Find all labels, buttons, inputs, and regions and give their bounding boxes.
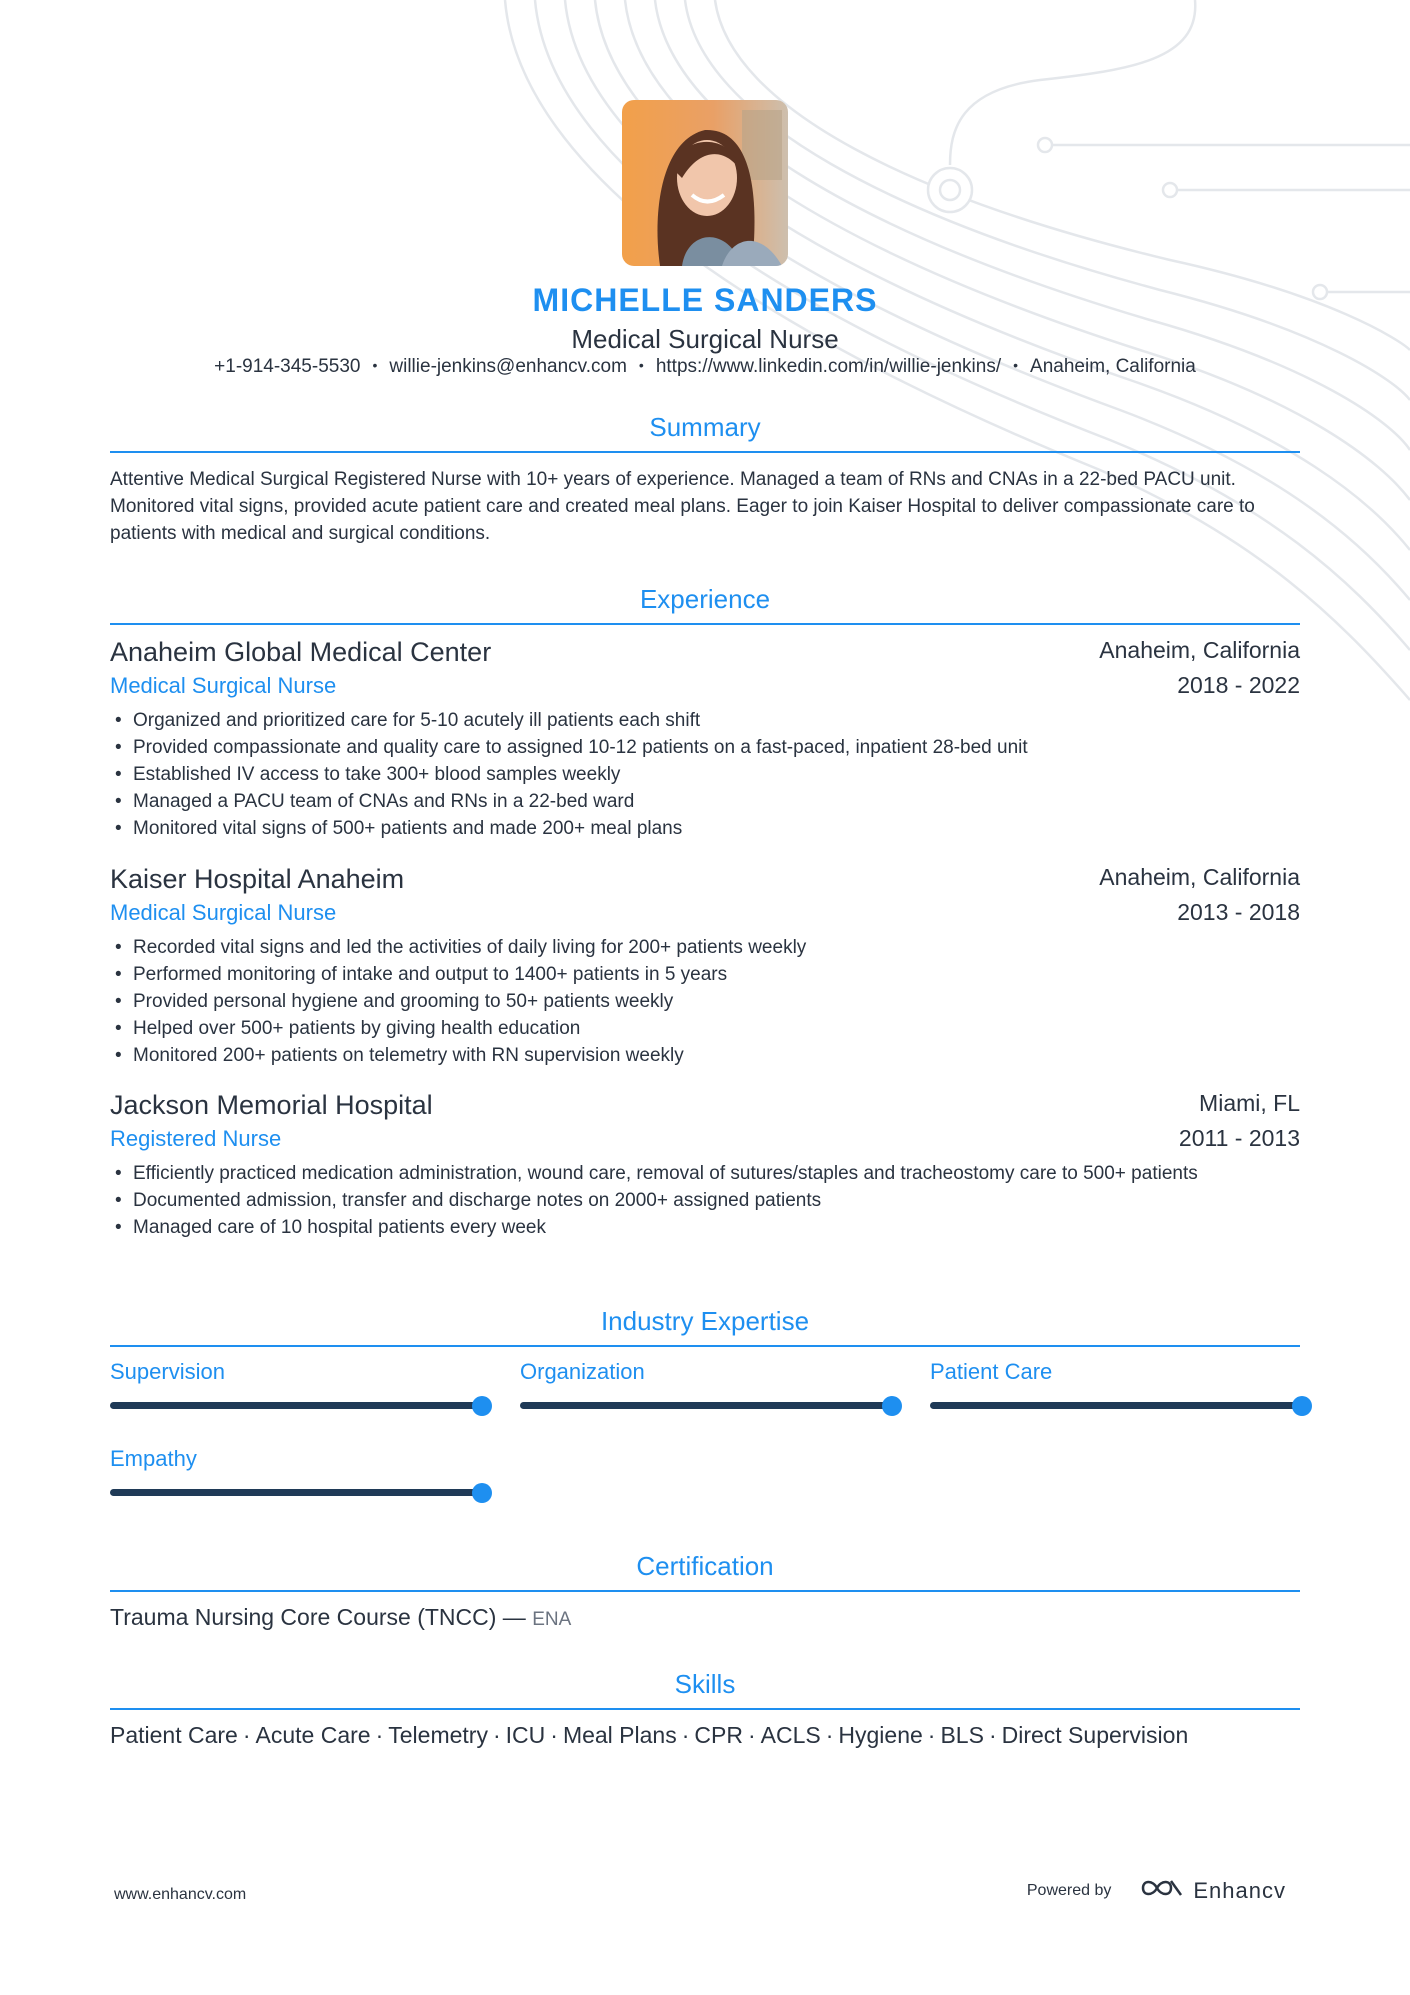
expertise-label: Organization xyxy=(520,1359,645,1384)
job-title: Medical Surgical Nurse xyxy=(110,900,337,925)
separator: • xyxy=(1013,357,1019,373)
expertise-bar-handle xyxy=(472,1396,492,1416)
skill-item: BLS xyxy=(940,1722,984,1748)
skill-separator: · xyxy=(681,1722,690,1748)
skill-separator: · xyxy=(825,1722,834,1748)
bullet-item: • Organized and prioritized care for 5-10 acutely ill patients each shift xyxy=(110,707,1300,734)
job-location: Miami, FL xyxy=(1199,1090,1300,1116)
bullet-item: • Documented admission, transfer and discharge notes on 2000+ assigned patients xyxy=(110,1187,1300,1214)
bullet-item: • Managed a PACU team of CNAs and RNs in a 22-bed ward xyxy=(110,788,1300,815)
candidate-name: MICHELLE SANDERS xyxy=(532,282,878,318)
certification-dash: — xyxy=(502,1604,526,1630)
section-title-expertise: Industry Expertise xyxy=(600,1306,810,1336)
job-bullets xyxy=(110,934,1300,1069)
job-title: Medical Surgical Nurse xyxy=(110,673,337,698)
skill-item: Hygiene xyxy=(838,1722,923,1748)
expertise-bar xyxy=(520,1402,892,1409)
skill-separator: · xyxy=(988,1722,997,1748)
bullet-item: • Monitored 200+ patients on telemetry with RN supervision weekly xyxy=(110,1042,1300,1069)
skill-item: Patient Care xyxy=(110,1722,238,1748)
expertise-bar-handle xyxy=(1292,1396,1312,1416)
bullet-item: • Managed care of 10 hospital patients every week xyxy=(110,1214,1300,1241)
expertise-bar xyxy=(110,1402,482,1409)
section-title-experience: Experience xyxy=(639,584,771,614)
company-name: Jackson Memorial Hospital xyxy=(110,1090,433,1120)
bullet-item: • Recorded vital signs and led the activities of daily living for 200+ patients weekly xyxy=(110,934,1300,961)
expertise-label: Empathy xyxy=(110,1446,197,1471)
certification-name: Trauma Nursing Core Course (TNCC) xyxy=(110,1604,497,1630)
skill-item: Direct Supervision xyxy=(1001,1722,1189,1748)
section-divider xyxy=(110,451,1300,453)
skill-separator: · xyxy=(550,1722,558,1748)
candidate-role: Medical Surgical Nurse xyxy=(571,324,839,354)
job-dates: 2018 - 2022 xyxy=(1177,672,1300,698)
separator: • xyxy=(638,357,644,373)
bullet-item: • Established IV access to take 300+ blood samples weekly xyxy=(110,761,1300,788)
summary-text: Attentive Medical Surgical Registered Nurse with 10+ years of experience. Managed a team of RNs and CNAs in a 22-bed PACU unit. Monitored vital signs, provided acute patient care and created meal plans. Eager to join Kaiser Hospital to deliver compassionate care to patients with medical and surgical conditions. xyxy=(110,469,1255,544)
bullet-item: • Provided personal hygiene and grooming to 50+ patients weekly xyxy=(110,988,1300,1015)
section-divider xyxy=(110,623,1300,625)
skill-item: ACLS xyxy=(760,1722,821,1748)
expertise-bar xyxy=(930,1402,1302,1409)
expertise-label: Patient Care xyxy=(930,1359,1053,1384)
section-title-certification: Certification xyxy=(636,1551,774,1581)
skill-item: CPR xyxy=(694,1722,743,1748)
skill-item: ICU xyxy=(505,1722,546,1748)
section-divider xyxy=(110,1708,1300,1710)
section-divider xyxy=(110,1590,1300,1592)
skill-separator: · xyxy=(747,1722,756,1748)
bullet-item: • Helped over 500+ patients by giving health education xyxy=(110,1015,1300,1042)
job-title: Registered Nurse xyxy=(110,1126,282,1151)
skill-separator: · xyxy=(492,1722,501,1748)
location: Anaheim, California xyxy=(1030,356,1196,377)
powered-by-label: Powered by xyxy=(1026,1881,1112,1899)
contact-line xyxy=(110,356,1300,378)
job-location: Anaheim, California xyxy=(1099,864,1300,890)
enhancv-logo-icon xyxy=(1139,1876,1185,1905)
section-title-summary: Summary xyxy=(649,412,761,442)
email[interactable]: willie-jenkins@enhancv.com xyxy=(389,356,627,377)
enhancv-brand-name: Enhancv xyxy=(1193,1877,1286,1903)
expertise-label: Supervision xyxy=(110,1359,225,1384)
skill-separator: · xyxy=(927,1722,936,1748)
job-dates: 2011 - 2013 xyxy=(1178,1125,1300,1151)
company-name: Anaheim Global Medical Center xyxy=(110,637,492,667)
skill-item: Meal Plans xyxy=(562,1722,677,1748)
certification-issuer: ENA xyxy=(532,1609,572,1630)
job-location: Anaheim, California xyxy=(1099,637,1300,663)
job-bullets xyxy=(110,707,1300,842)
profile-photo xyxy=(622,100,788,266)
bullet-item: • Performed monitoring of intake and output to 1400+ patients in 5 years xyxy=(110,961,1300,988)
certification-entry xyxy=(110,1604,571,1631)
bullet-item: • Monitored vital signs of 500+ patients and made 200+ meal plans xyxy=(110,815,1300,842)
bullet-item: • Provided compassionate and quality care to assigned 10-12 patients on a fast-paced, inpatient 28-bed unit xyxy=(110,734,1300,761)
bullet-item: • Efficiently practiced medication administration, wound care, removal of sutures/staples and tracheostomy care to 500+ patients xyxy=(110,1160,1300,1187)
expertise-bar-handle xyxy=(882,1396,902,1416)
skill-item: Telemetry xyxy=(388,1722,488,1748)
company-name: Kaiser Hospital Anaheim xyxy=(110,864,405,894)
section-divider xyxy=(110,1345,1300,1347)
job-dates: 2013 - 2018 xyxy=(1177,899,1300,925)
job-bullets xyxy=(110,1160,1300,1241)
skills-list xyxy=(110,1722,1188,1749)
section-title-skills: Skills xyxy=(674,1669,736,1699)
expertise-bar-handle xyxy=(472,1483,492,1503)
footer-site-link[interactable]: www.enhancv.com xyxy=(114,1886,247,1903)
phone[interactable]: +1-914-345-5530 xyxy=(214,356,361,377)
expertise-bar xyxy=(110,1489,482,1496)
footer-branding xyxy=(1027,1876,1286,1905)
skill-separator: · xyxy=(242,1722,251,1748)
skill-separator: · xyxy=(375,1722,384,1748)
skill-item: Acute Care xyxy=(255,1722,371,1748)
linkedin-link[interactable]: https://www.linkedin.com/in/willie-jenkins/ xyxy=(655,356,1002,377)
separator: • xyxy=(372,357,378,373)
